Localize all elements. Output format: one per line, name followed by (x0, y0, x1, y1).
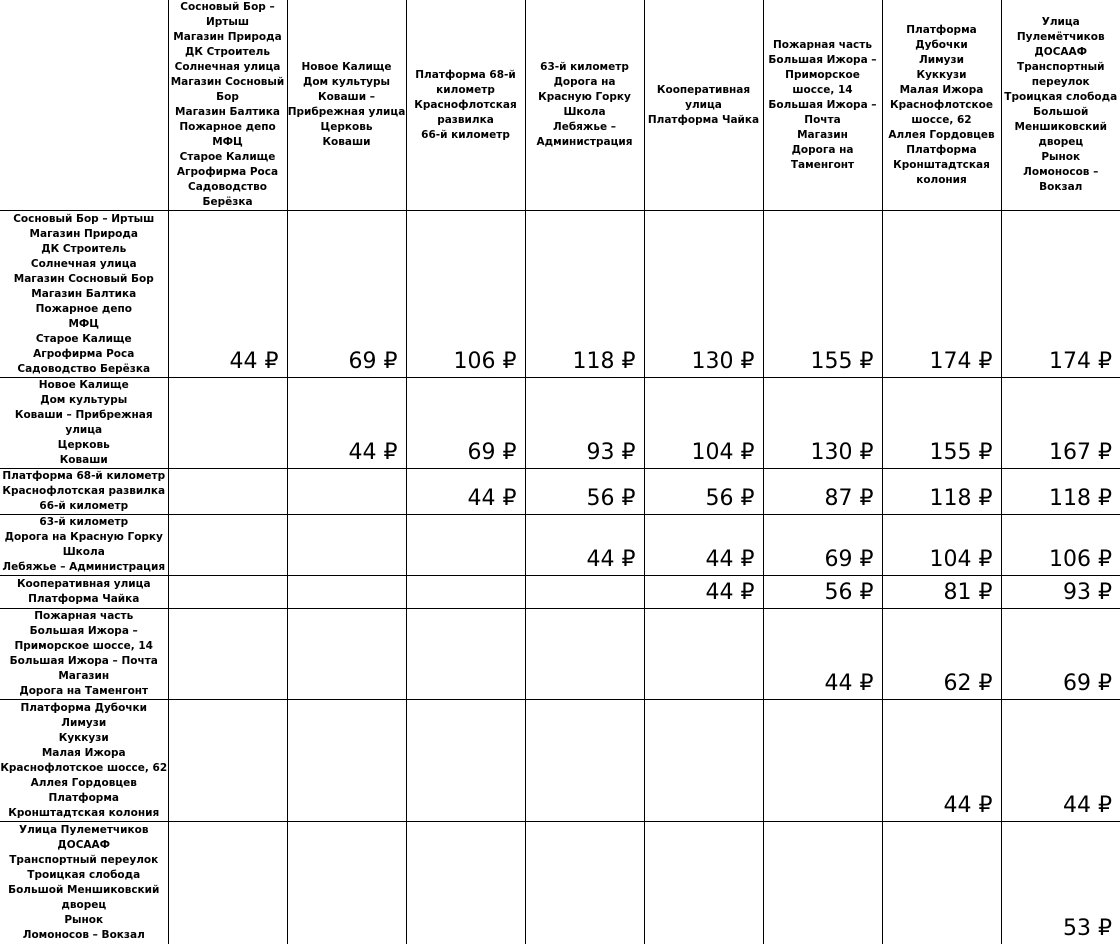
stop-name: Большой Меншиковский дворец (0, 883, 168, 913)
fare-cell: 104 ₽ (882, 515, 1001, 576)
stop-list (0, 469, 168, 514)
stop-name: Сосновый Бор – Иртыш (0, 212, 168, 227)
stop-name: Троицкая слобода (0, 868, 168, 883)
stop-name: Коваши – Прибрежная улица (288, 90, 406, 120)
fare-cell: 44 ₽ (287, 378, 406, 469)
column-header-z5 (644, 0, 763, 211)
stop-name: Малая Ижора (0, 746, 168, 761)
fare-cell: 93 ₽ (525, 378, 644, 469)
fare-cell (287, 609, 406, 700)
stop-name: Куккузи (883, 68, 1001, 83)
stop-name: Магазин Балтика (0, 287, 168, 302)
stop-list (0, 609, 168, 699)
fare-cell: 106 ₽ (406, 211, 525, 378)
fare-cell: 130 ₽ (644, 211, 763, 378)
stop-name: МФЦ (0, 317, 168, 332)
stop-list (526, 60, 644, 150)
stop-name: Церковь (0, 438, 168, 453)
column-header-z6 (763, 0, 882, 211)
stop-name: 66-й километр (0, 499, 168, 514)
stop-list (407, 68, 525, 143)
fare-cell (644, 609, 763, 700)
fare-row (0, 609, 1120, 700)
fare-cell: 167 ₽ (1001, 378, 1120, 469)
stop-list (169, 0, 287, 210)
stop-name: Краснофлотская развилка (0, 484, 168, 499)
fare-row (0, 576, 1120, 609)
fare-cell (525, 822, 644, 944)
fare-cell (406, 700, 525, 822)
fare-cell: 81 ₽ (882, 576, 1001, 609)
fare-cell: 44 ₽ (882, 700, 1001, 822)
column-header-z2 (287, 0, 406, 211)
stop-list (0, 701, 168, 821)
fare-cell: 155 ₽ (763, 211, 882, 378)
fare-cell: 56 ₽ (525, 469, 644, 515)
fare-cell: 93 ₽ (1001, 576, 1120, 609)
fare-row (0, 211, 1120, 378)
stop-name: Магазин (0, 669, 168, 684)
stop-name: Агрофирма Роса (0, 347, 168, 362)
fare-cell (287, 515, 406, 576)
stop-name: Коваши (288, 135, 406, 150)
stop-name: Магазин Природа (0, 227, 168, 242)
fare-cell (406, 822, 525, 944)
fare-row (0, 378, 1120, 469)
fare-cell: 53 ₽ (1001, 822, 1120, 944)
fare-cell: 69 ₽ (287, 211, 406, 378)
stop-list (0, 577, 168, 607)
stop-name: Краснофлотское шоссе, 62 (883, 98, 1001, 128)
fare-cell (644, 700, 763, 822)
fare-cell: 69 ₽ (763, 515, 882, 576)
stop-name: Лимузи (883, 53, 1001, 68)
fare-cell: 44 ₽ (406, 469, 525, 515)
fare-cell: 69 ₽ (406, 378, 525, 469)
stop-name: Коваши – Прибрежная улица (0, 408, 168, 438)
fare-cell (644, 822, 763, 944)
row-header-z1 (0, 211, 168, 378)
fare-cell: 118 ₽ (882, 469, 1001, 515)
row-header-z2 (0, 378, 168, 469)
fare-cell (168, 515, 287, 576)
stop-name: Новое Калище (0, 378, 168, 393)
stop-name: Улица Пулемётчиков (1002, 15, 1120, 45)
stop-name: Пожарная часть (764, 38, 882, 53)
stop-name: Школа (526, 105, 644, 120)
stop-name: Кооперативная улица (0, 577, 168, 592)
stop-list (0, 515, 168, 575)
stop-name: ДОСААФ (1002, 45, 1120, 60)
fare-cell: 155 ₽ (882, 378, 1001, 469)
fare-cell (525, 609, 644, 700)
fare-cell (763, 700, 882, 822)
stop-name: Дорога на Красную Горку (526, 75, 644, 105)
stop-name: Лебяжье – Администрация (526, 120, 644, 150)
stop-name: Платформа 68-й километр (407, 68, 525, 98)
row-header-z3 (0, 469, 168, 515)
fare-cell: 69 ₽ (1001, 609, 1120, 700)
stop-name: Магазин Балтика (169, 105, 287, 120)
stop-name: Большая Ижора – Почта (0, 654, 168, 669)
stop-name: Магазин Сосновый Бор (169, 75, 287, 105)
stop-name: Дом культуры (0, 393, 168, 408)
stop-name: Малая Ижора (883, 83, 1001, 98)
stop-name: Куккузи (0, 731, 168, 746)
fare-cell (168, 469, 287, 515)
corner-cell (0, 0, 168, 211)
stop-name: Лимузи (0, 716, 168, 731)
stop-name: Рынок (1002, 150, 1120, 165)
stop-name: Пожарная часть (0, 609, 168, 624)
fare-cell: 130 ₽ (763, 378, 882, 469)
stop-name: Платформа Кронштадтская колония (883, 143, 1001, 188)
stop-list (0, 823, 168, 943)
stop-list (288, 60, 406, 150)
stop-name: Магазин Природа (169, 30, 287, 45)
row-header-z4 (0, 515, 168, 576)
fare-cell (168, 700, 287, 822)
fare-cell: 44 ₽ (763, 609, 882, 700)
stop-name: Большая Ижора – Приморское шоссе, 14 (764, 53, 882, 98)
column-header-z7 (882, 0, 1001, 211)
stop-name: Магазин (764, 128, 882, 143)
fare-cell: 44 ₽ (1001, 700, 1120, 822)
fare-cell (406, 609, 525, 700)
stop-name: Церковь (288, 120, 406, 135)
stop-name: Краснофлотское шоссе, 62 (0, 761, 168, 776)
stop-name: Большая Ижора – Приморское шоссе, 14 (0, 624, 168, 654)
stop-name: Аллея Гордовцев (883, 128, 1001, 143)
fare-cell: 44 ₽ (168, 211, 287, 378)
stop-name: Сосновый Бор – Иртыш (169, 0, 287, 30)
stop-name: Платформа Дубочки (883, 23, 1001, 53)
stop-name: Дорога на Красную Горку (0, 530, 168, 545)
fare-cell (882, 822, 1001, 944)
column-header-z3 (406, 0, 525, 211)
stop-name: Улица Пулеметчиков (0, 823, 168, 838)
fare-cell: 106 ₽ (1001, 515, 1120, 576)
stop-name: Платформа Дубочки (0, 701, 168, 716)
stop-name: Коваши (0, 453, 168, 468)
fare-cell (287, 822, 406, 944)
fare-row (0, 700, 1120, 822)
fare-cell: 44 ₽ (525, 515, 644, 576)
column-header-z1 (168, 0, 287, 211)
stop-name: Лебяжье – Администрация (0, 560, 168, 575)
stop-name: Садоводство Берёзка (0, 362, 168, 377)
fare-cell (168, 576, 287, 609)
stop-name: 63-й километр (0, 515, 168, 530)
stop-name: МФЦ (169, 135, 287, 150)
fare-cell: 104 ₽ (644, 378, 763, 469)
stop-name: Аллея Гордовцев (0, 776, 168, 791)
stop-list (645, 83, 763, 128)
fare-cell: 174 ₽ (882, 211, 1001, 378)
stop-name: Рынок (0, 913, 168, 928)
row-header-z7 (0, 700, 168, 822)
fare-cell (406, 576, 525, 609)
stop-name: Пожарное депо (169, 120, 287, 135)
stop-name: ДК Строитель (0, 242, 168, 257)
fare-cell (525, 576, 644, 609)
stop-name: Транспортный переулок (1002, 60, 1120, 90)
row-header-z6 (0, 609, 168, 700)
fare-cell (168, 378, 287, 469)
fare-cell: 87 ₽ (763, 469, 882, 515)
fare-cell (287, 469, 406, 515)
stop-name: Ломоносов – Вокзал (0, 928, 168, 943)
stop-name: Транспортный переулок (0, 853, 168, 868)
stop-name: Дорога на Таменгонт (0, 684, 168, 699)
stop-name: Новое Калище (288, 60, 406, 75)
fare-cell: 44 ₽ (644, 576, 763, 609)
fare-cell: 118 ₽ (1001, 469, 1120, 515)
row-header-z8 (0, 822, 168, 944)
stop-name: ДК Строитель (169, 45, 287, 60)
fare-cell: 174 ₽ (1001, 211, 1120, 378)
fare-cell (406, 515, 525, 576)
stop-name: Садоводство Берёзка (169, 180, 287, 210)
stop-name: ДОСААФ (0, 838, 168, 853)
stop-list (1002, 15, 1120, 195)
stop-list (883, 23, 1001, 188)
stop-name: Платформа Кронштадтская колония (0, 791, 168, 821)
fare-row (0, 469, 1120, 515)
stop-name: Платформа Чайка (0, 592, 168, 607)
stop-list (764, 38, 882, 173)
stop-name: Ломоносов – Вокзал (1002, 165, 1120, 195)
fare-cell: 118 ₽ (525, 211, 644, 378)
stop-name: Троицкая слобода (1002, 90, 1120, 105)
stop-name: Пожарное депо (0, 302, 168, 317)
fare-row (0, 515, 1120, 576)
stop-name: Большая Ижора – Почта (764, 98, 882, 128)
fare-cell (525, 700, 644, 822)
stop-name: 66-й километр (407, 128, 525, 143)
stop-name: Платформа Чайка (645, 113, 763, 128)
row-header-z5 (0, 576, 168, 609)
stop-name: Старое Калище (0, 332, 168, 347)
fare-cell: 56 ₽ (763, 576, 882, 609)
stop-name: Школа (0, 545, 168, 560)
stop-list (0, 378, 168, 468)
stop-name: Кооперативная улица (645, 83, 763, 113)
stop-name: Солнечная улица (169, 60, 287, 75)
header-row (0, 0, 1120, 211)
stop-name: Большой Меншиковский дворец (1002, 105, 1120, 150)
column-header-z4 (525, 0, 644, 211)
fare-cell: 62 ₽ (882, 609, 1001, 700)
stop-list (0, 212, 168, 377)
stop-name: Дорога на Таменгонт (764, 143, 882, 173)
stop-name: Старое Калище (169, 150, 287, 165)
stop-name: 63-й километр (526, 60, 644, 75)
fare-cell: 56 ₽ (644, 469, 763, 515)
fare-row (0, 822, 1120, 944)
stop-name: Магазин Сосновый Бор (0, 272, 168, 287)
stop-name: Агрофирма Роса (169, 165, 287, 180)
fare-cell (763, 822, 882, 944)
fare-cell (287, 700, 406, 822)
fare-cell (168, 609, 287, 700)
fare-cell (168, 822, 287, 944)
stop-name: Солнечная улица (0, 257, 168, 272)
column-header-z8 (1001, 0, 1120, 211)
fare-cell (287, 576, 406, 609)
stop-name: Краснофлотская развилка (407, 98, 525, 128)
stop-name: Платформа 68-й километр (0, 469, 168, 484)
stop-name: Дом культуры (288, 75, 406, 90)
fare-cell: 44 ₽ (644, 515, 763, 576)
